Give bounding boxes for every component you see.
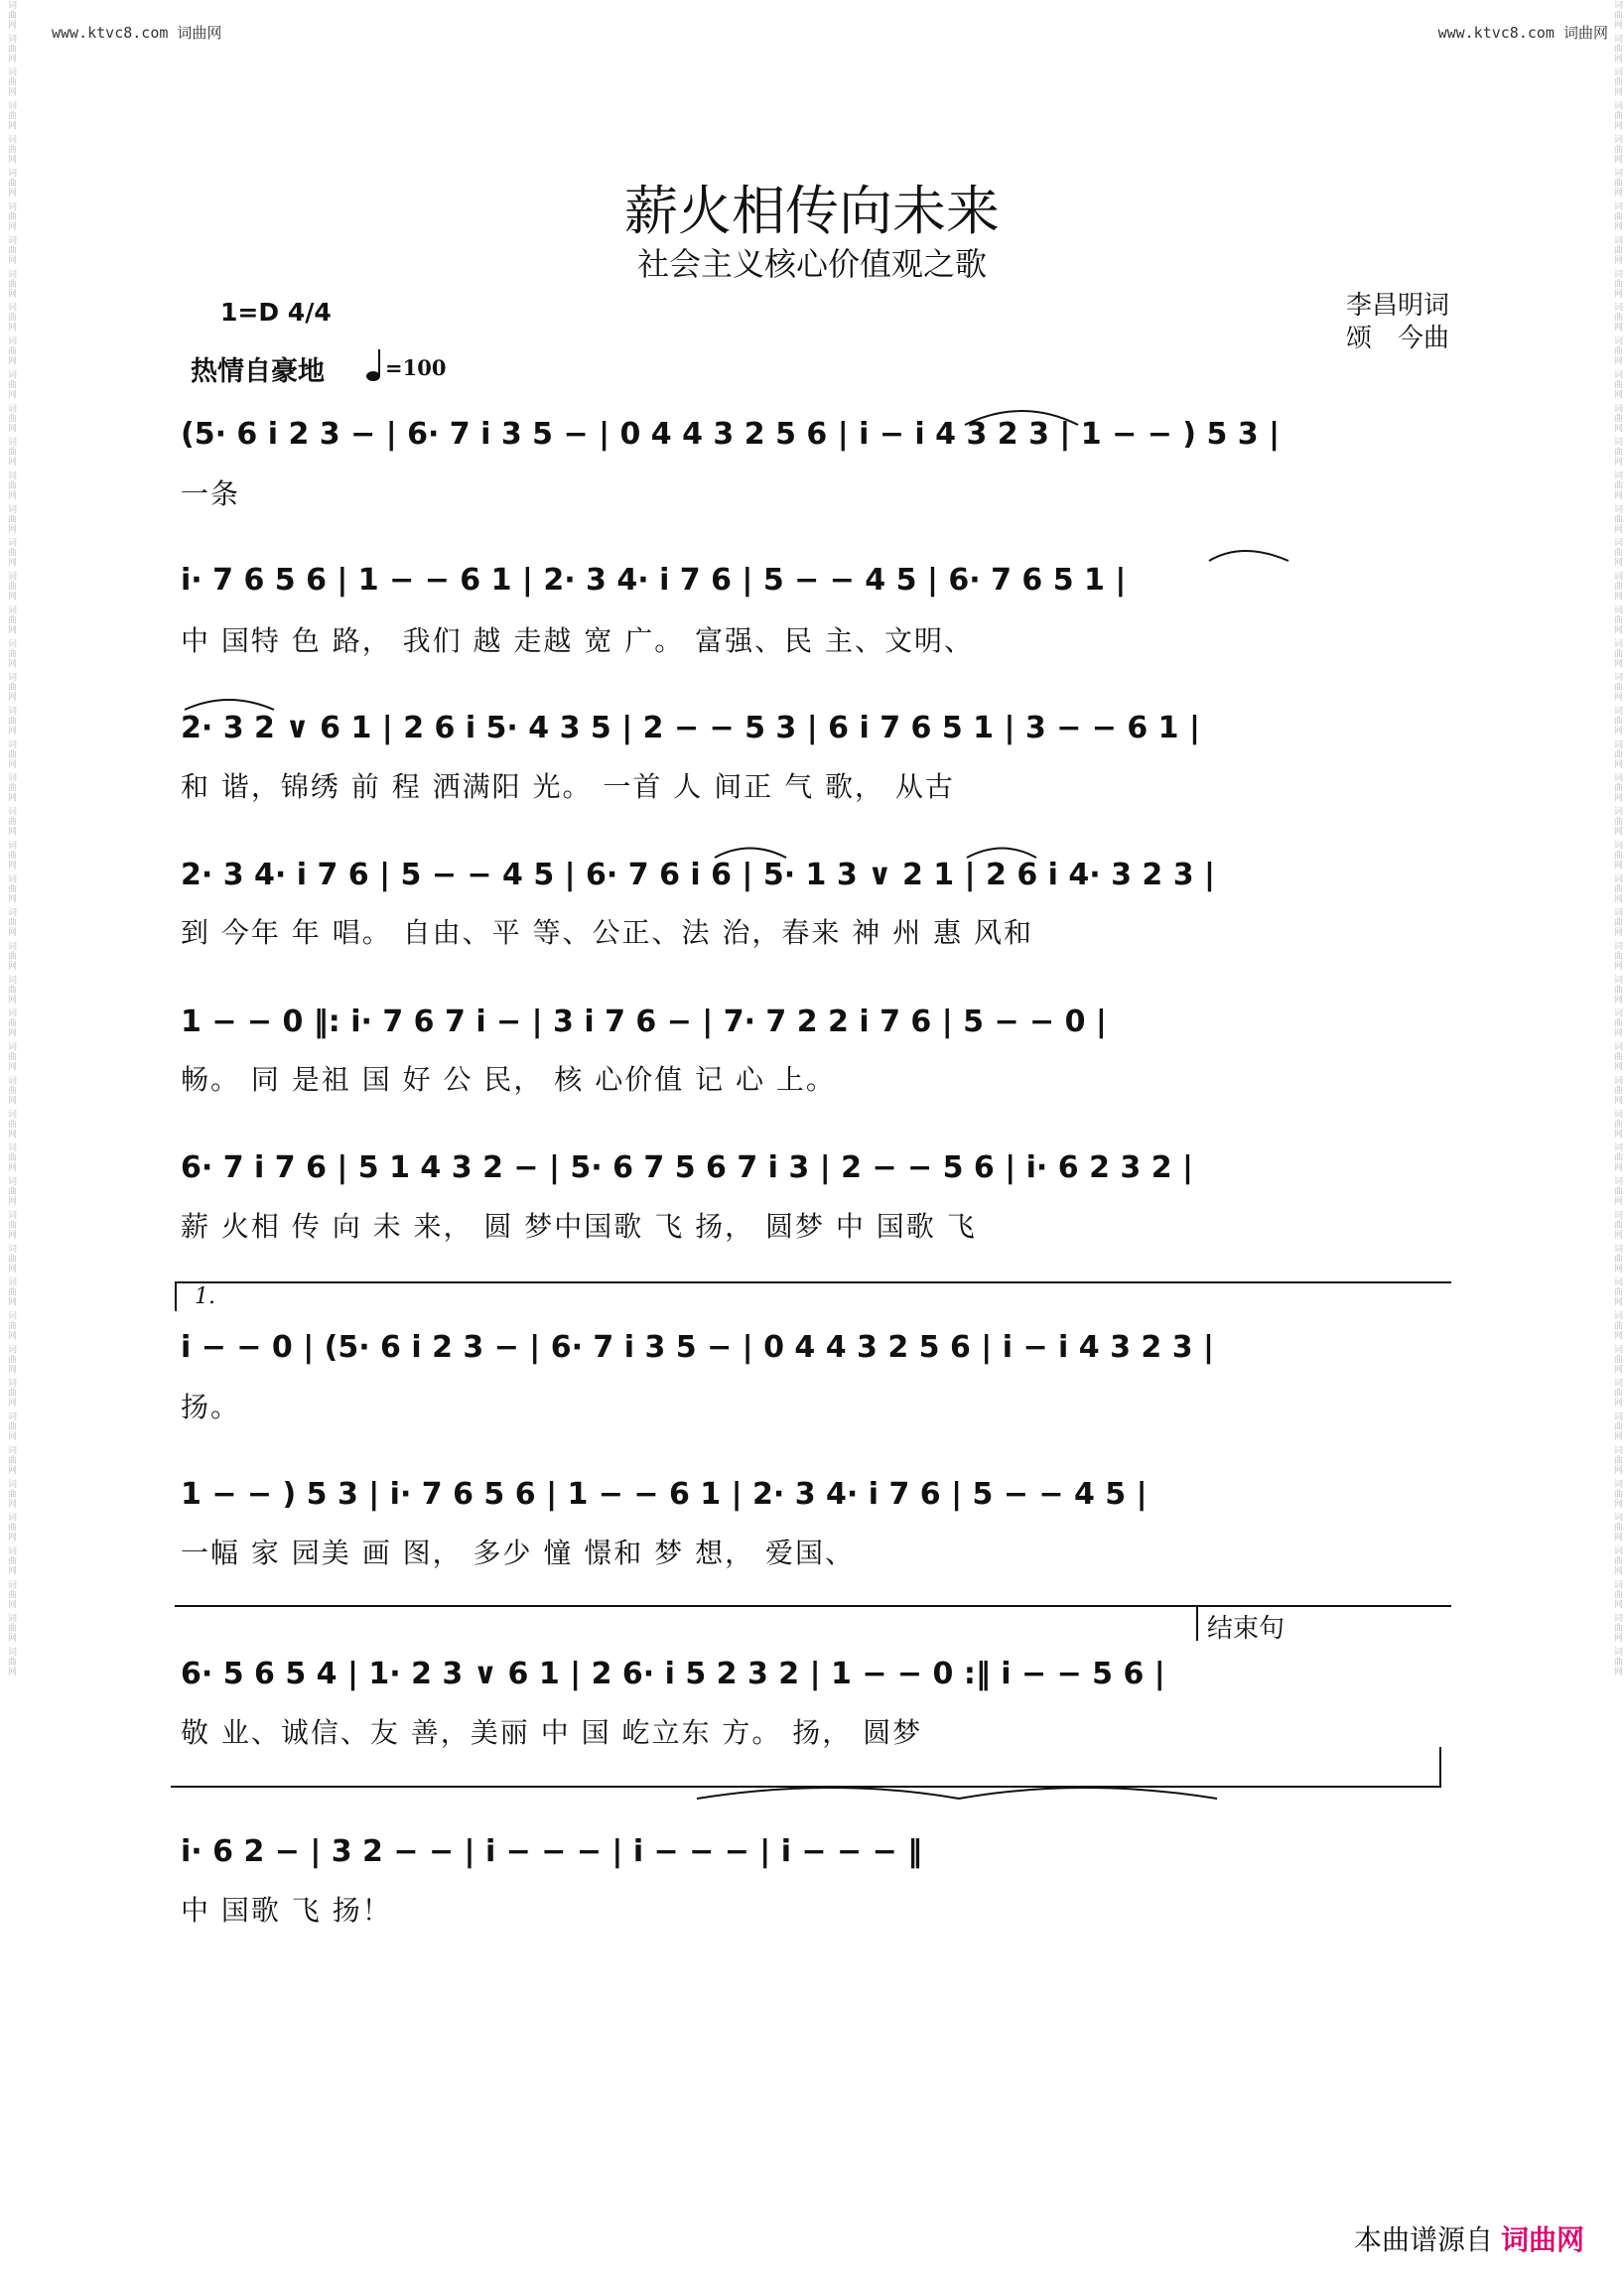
footer-label: 本曲谱源自	[1353, 2223, 1493, 2256]
slur-4	[715, 849, 786, 859]
lyric-row-4: 到 今年 年 唱。 自由、平 等、公正、法 治，春来 神 州 惠 风和	[181, 916, 1034, 949]
lyric-row-6: 薪 火相 传 向 未 来， 圆 梦中国歌 飞 扬， 圆梦 中 国歌 飞	[181, 1210, 977, 1243]
slur-7	[959, 1788, 1217, 1799]
site-watermark-right: www.ktvc8.com 词曲网	[1437, 24, 1608, 42]
slur-2	[1209, 551, 1288, 561]
lyric-row-10: 中 国歌 飞 扬！	[181, 1894, 392, 1927]
slur-3	[185, 700, 274, 710]
site-watermark-left: www.ktvc8.com 词曲网	[52, 24, 222, 42]
music-row-6: 6· 7 i 7 6 | 5 1 4 3 2 − | 5· 6 7 5 6 7 i 3 | 2 − − 5 6 | i· 6 2 3 2 |	[181, 1150, 1193, 1185]
tempo-marking: =100	[385, 355, 447, 380]
music-row-4: 2· 3 4· i 7 6 | 5 − − 4 5 | 6· 7 6 i 6 | 5· 1 3 ∨ 2 1 | 2 6 i 4· 3 2 3 |	[181, 858, 1216, 892]
music-row-8: 1 − − ) 5 3 | i· 7 6 5 6 | 1 − − 6 1 | 2· 3 4· i 7 6 | 5 − − 4 5 |	[181, 1477, 1148, 1512]
lyric-row-5: 畅。 同 是祖 国 好 公 民， 核 心价值 记 心 上。	[181, 1063, 836, 1096]
footer-source	[1354, 2218, 1584, 2258]
composer-credit: 颂 今曲	[1345, 324, 1449, 353]
music-row-2: i· 7 6 5 6 | 1 − − 6 1 | 2· 3 4· i 7 6 | 5 − − 4 5 | 6· 7 6 5 1 |	[181, 563, 1127, 598]
lyric-row-9: 敬 业、诚信、友 善，美丽 中 国 屹立东 方。 扬， 圆梦	[181, 1716, 923, 1749]
lyric-row-7: 扬。	[181, 1391, 241, 1423]
slur-1	[965, 411, 1078, 425]
coda-label: 结束句	[1207, 1614, 1286, 1644]
lyric-row-8: 一幅 家 园美 画 图， 多少 憧 憬和 梦 想， 爱国、	[181, 1537, 856, 1569]
music-row-7: i − − 0 | (5· 6 i 2 3 − | 6· 7 i 3 5 − | 0 4 4 3 2 5 6 | i − i 4 3 2 3 |	[181, 1330, 1214, 1365]
song-title: 薪火相传向未来	[624, 180, 1000, 242]
song-subtitle: 社会主义核心价值观之歌	[636, 245, 987, 283]
music-row-3: 2· 3 2 ∨ 6 1 | 2 6 i 5· 4 3 5 | 2 − − 5 3 | 6 i 7 6 5 1 | 3 − − 6 1 |	[181, 711, 1200, 745]
side-watermark-left: 词曲网 词曲网 词曲网 词曲网 词曲网 词曲网 词曲网 词曲网 词曲网 词曲网 词曲网 词曲网 词曲网 词曲网 词曲网 词曲网 词曲网 词曲网 词曲网 词曲网 词曲网 词曲网 词曲网 词曲网 词曲网 词曲网 词曲网 词曲网 词曲网 词曲网 词曲网 词曲网 词曲网 词曲网 词曲网 词曲网 词曲网 词曲网 词曲网 词曲网 词曲网 词曲网 词曲网 词曲网 词曲网 词曲网 词曲网 词曲网 词曲网 词曲网	[6, 0, 16, 1677]
key-signature: 1=D 4/4	[220, 298, 332, 327]
music-row-9: 6· 5 6 5 4 | 1· 2 3 ∨ 6 1 | 2 6· i 5 2 3 2 | 1 − − 0 :‖ i − − 5 6 |	[181, 1657, 1165, 1691]
expression-mark: 热情自豪地	[191, 356, 325, 387]
lyric-row-2: 中 国特 色 路， 我们 越 走越 宽 广。 富强、民 主、文明、	[181, 624, 975, 657]
side-watermark-right: 词曲网 词曲网 词曲网 词曲网 词曲网 词曲网 词曲网 词曲网 词曲网 词曲网 词曲网 词曲网 词曲网 词曲网 词曲网 词曲网 词曲网 词曲网 词曲网 词曲网 词曲网 词曲网 词曲网 词曲网 词曲网 词曲网 词曲网 词曲网 词曲网 词曲网 词曲网 词曲网 词曲网 词曲网 词曲网 词曲网 词曲网 词曲网 词曲网 词曲网 词曲网 词曲网 词曲网 词曲网 词曲网 词曲网 词曲网 词曲网 词曲网 词曲网	[1612, 0, 1622, 1677]
lyric-row-3: 和 谐，锦绣 前 程 洒满阳 光。 一首 人 间正 气 歌， 从古	[181, 770, 955, 803]
music-row-5: 1 − − 0 ‖: i· 7 6 7 i − | 3 i 7 6 − | 7· 7 2 2 i 7 6 | 5 − − 0 |	[181, 1005, 1107, 1039]
lyric-row-1: 一条	[181, 477, 241, 510]
slur-6	[697, 1788, 959, 1799]
slur-5	[967, 849, 1036, 859]
first-ending-label: 1.	[195, 1284, 215, 1309]
music-row-1: (5· 6 i 2 3 − | 6· 7 i 3 5 − | 0 4 4 3 2 5 6 | i − i 4 3 2 3 | 1 − − ) 5 3 |	[181, 417, 1281, 452]
lyricist-credit: 李昌明词	[1345, 291, 1449, 321]
music-row-10: i· 6 2 − | 3 2 − − | i − − − | i − − − | i − − − ‖	[181, 1834, 923, 1869]
footer-brand-link[interactable]: 词曲网	[1500, 2223, 1584, 2256]
